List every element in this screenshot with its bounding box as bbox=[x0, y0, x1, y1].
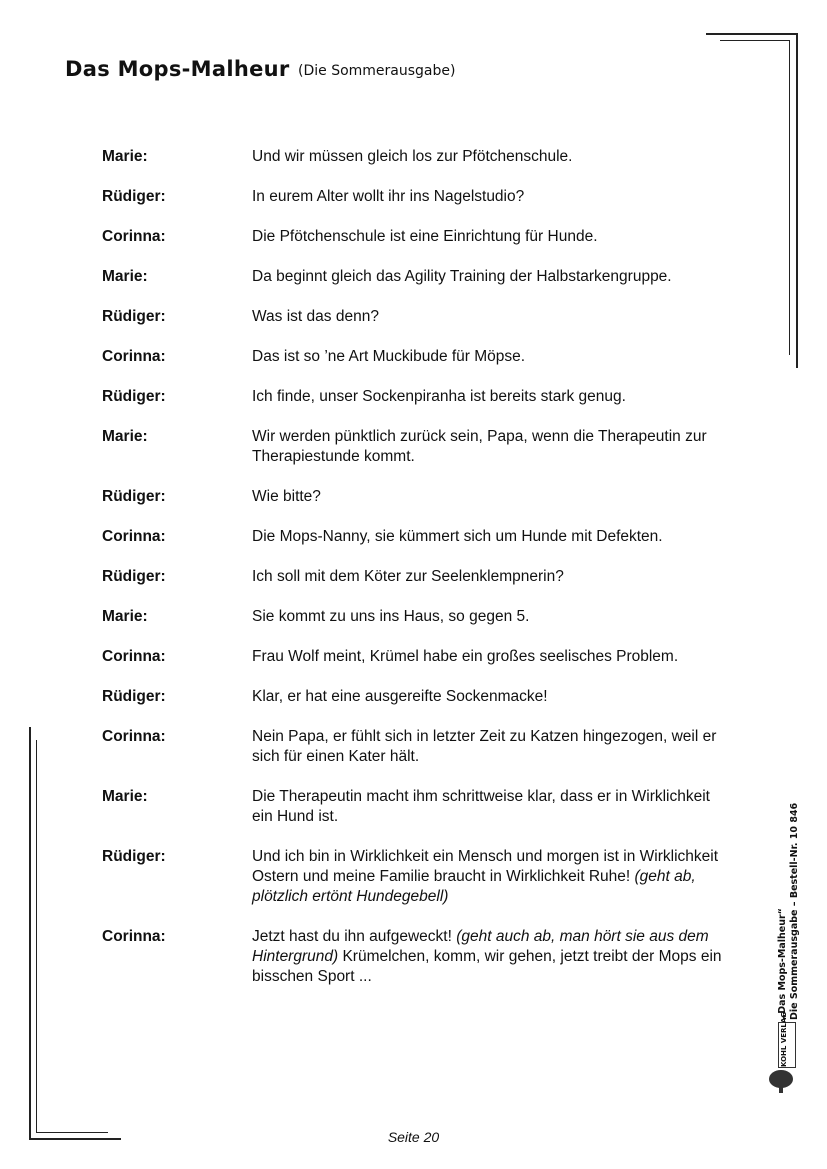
speaker-name: Corinna: bbox=[102, 648, 166, 665]
dialogue-text bbox=[252, 227, 732, 247]
speaker-name: Rüdiger: bbox=[102, 388, 166, 405]
speaker-name: Rüdiger: bbox=[102, 188, 166, 205]
speaker-name: Marie: bbox=[102, 788, 148, 805]
tree-icon bbox=[767, 1068, 795, 1094]
spoken-text: In eurem Alter wollt ihr ins Nagelstudio? bbox=[252, 188, 525, 205]
spoken-text: Wir werden pünktlich zurück sein, Papa, wenn die Therapeutin zur Therapiestunde kommt. bbox=[252, 428, 707, 465]
speaker-name: Corinna: bbox=[102, 348, 166, 365]
dialogue-line bbox=[102, 487, 732, 507]
speaker-name: Corinna: bbox=[102, 728, 166, 745]
dialogue-line bbox=[102, 307, 732, 327]
spoken-text: Die Mops-Nanny, sie kümmert sich um Hunde mit Defekten. bbox=[252, 528, 663, 545]
spoken-text: Da beginnt gleich das Agility Training der Halbstarkengruppe. bbox=[252, 268, 672, 285]
frame-bottom-left-v1 bbox=[29, 727, 31, 1140]
dialogue-line bbox=[102, 527, 732, 547]
speaker-name: Rüdiger: bbox=[102, 488, 166, 505]
dialogue-line bbox=[102, 147, 732, 167]
dialogue-line bbox=[102, 687, 732, 707]
dialogue-line bbox=[102, 427, 732, 467]
speaker-name: Corinna: bbox=[102, 228, 166, 245]
frame-bottom-left-v2 bbox=[36, 740, 37, 1133]
spoken-text: Klar, er hat eine ausgereifte Sockenmacke! bbox=[252, 688, 548, 705]
dialogue-line bbox=[102, 927, 732, 987]
dialogue-text bbox=[252, 647, 732, 667]
dialogue-line bbox=[102, 727, 732, 767]
dialogue-text bbox=[252, 427, 732, 467]
spoken-text: Ich finde, unser Sockenpiranha ist bereits stark genug. bbox=[252, 388, 626, 405]
page-subtitle: (Die Sommerausgabe) bbox=[298, 63, 456, 79]
spoken-text: Nein Papa, er fühlt sich in letzter Zeit zu Katzen hingezogen, weil er sich für einen Kater hält. bbox=[252, 728, 717, 765]
spoken-text: Ich soll mit dem Köter zur Seelenklempnerin? bbox=[252, 568, 564, 585]
dialogue-text bbox=[252, 347, 732, 367]
frame-top-right-v2 bbox=[789, 40, 790, 355]
spoken-text: Das ist so ’ne Art Muckibude für Möpse. bbox=[252, 348, 526, 365]
stage-direction: (geht auch ab, man hört sie aus dem Hintergrund) bbox=[252, 928, 709, 965]
dialogue-text bbox=[252, 487, 732, 507]
sidebar-line-2: Die Sommerausgabe – Bestell-Nr. 10 846 bbox=[789, 802, 800, 1020]
frame-top-right-v1 bbox=[796, 33, 798, 368]
spoken-text: Die Pfötchenschule ist eine Einrichtung für Hunde. bbox=[252, 228, 598, 245]
speaker-name: Rüdiger: bbox=[102, 308, 166, 325]
speaker-name: Marie: bbox=[102, 608, 148, 625]
stage-direction: (geht ab, plötzlich ertönt Hundegebell) bbox=[252, 868, 696, 905]
speaker-name: Marie: bbox=[102, 148, 148, 165]
dialogue-text bbox=[252, 527, 732, 547]
dialogue-line bbox=[102, 187, 732, 207]
dialogue-line bbox=[102, 647, 732, 667]
page-number: Seite 20 bbox=[387, 1129, 440, 1145]
dialogue-text bbox=[252, 607, 732, 627]
dialogue-line bbox=[102, 387, 732, 407]
dialogue-text bbox=[252, 267, 732, 287]
dialogue-text bbox=[252, 307, 732, 327]
dialogue-line bbox=[102, 567, 732, 587]
speaker-name: Rüdiger: bbox=[102, 848, 166, 865]
dialogue-text bbox=[252, 927, 732, 987]
frame-top-right-h2 bbox=[720, 40, 790, 41]
speaker-name: Corinna: bbox=[102, 528, 166, 545]
speaker-name: Rüdiger: bbox=[102, 568, 166, 585]
sidebar-text bbox=[777, 803, 801, 1020]
dialogue-text bbox=[252, 687, 732, 707]
dialogue-text bbox=[252, 847, 732, 907]
spoken-text: Krümelchen, komm, wir gehen, jetzt treibt der Mops ein bisschen Sport ... bbox=[252, 948, 722, 985]
dialogue-text bbox=[252, 147, 732, 167]
speaker-name: Marie: bbox=[102, 428, 148, 445]
dialogue-line bbox=[102, 607, 732, 627]
dialogue-line bbox=[102, 847, 732, 907]
spoken-text: Was ist das denn? bbox=[252, 308, 379, 325]
spoken-text: Die Therapeutin macht ihm schrittweise klar, dass er in Wirklichkeit ein Hund ist. bbox=[252, 788, 710, 825]
dialogue-text bbox=[252, 787, 732, 827]
speaker-name: Corinna: bbox=[102, 928, 166, 945]
spoken-text: Frau Wolf meint, Krümel habe ein großes seelisches Problem. bbox=[252, 648, 679, 665]
dialogue-line bbox=[102, 267, 732, 287]
dialogue-line bbox=[102, 787, 732, 827]
speaker-name: Rüdiger: bbox=[102, 688, 166, 705]
dialogue-line bbox=[102, 347, 732, 367]
speaker-name: Marie: bbox=[102, 268, 148, 285]
spoken-text: Jetzt hast du ihn aufgeweckt! bbox=[252, 928, 457, 945]
frame-top-right-h1 bbox=[706, 33, 798, 35]
spoken-text: Und ich bin in Wirklichkeit ein Mensch und morgen ist in Wirklichkeit Ostern und meine Familie braucht in Wirklichkeit Ruhe! bbox=[252, 848, 719, 885]
dialogue-text bbox=[252, 187, 732, 207]
spoken-text: Wie bitte? bbox=[252, 488, 321, 505]
dialogue-text bbox=[252, 727, 732, 767]
sidebar-line-1: „Das Mops-Malheur“ bbox=[777, 908, 788, 1020]
spoken-text: Sie kommt zu uns ins Haus, so gegen 5. bbox=[252, 608, 530, 625]
publisher-name: KOHL VERLAG bbox=[780, 1011, 788, 1067]
page-title: Das Mops-Malheur bbox=[65, 57, 290, 81]
dialogue-text bbox=[252, 567, 732, 587]
dialogue-line bbox=[102, 227, 732, 247]
publisher-logo bbox=[778, 1011, 796, 1068]
spoken-text: Und wir müssen gleich los zur Pfötchenschule. bbox=[252, 148, 573, 165]
dialogue-text bbox=[252, 387, 732, 407]
